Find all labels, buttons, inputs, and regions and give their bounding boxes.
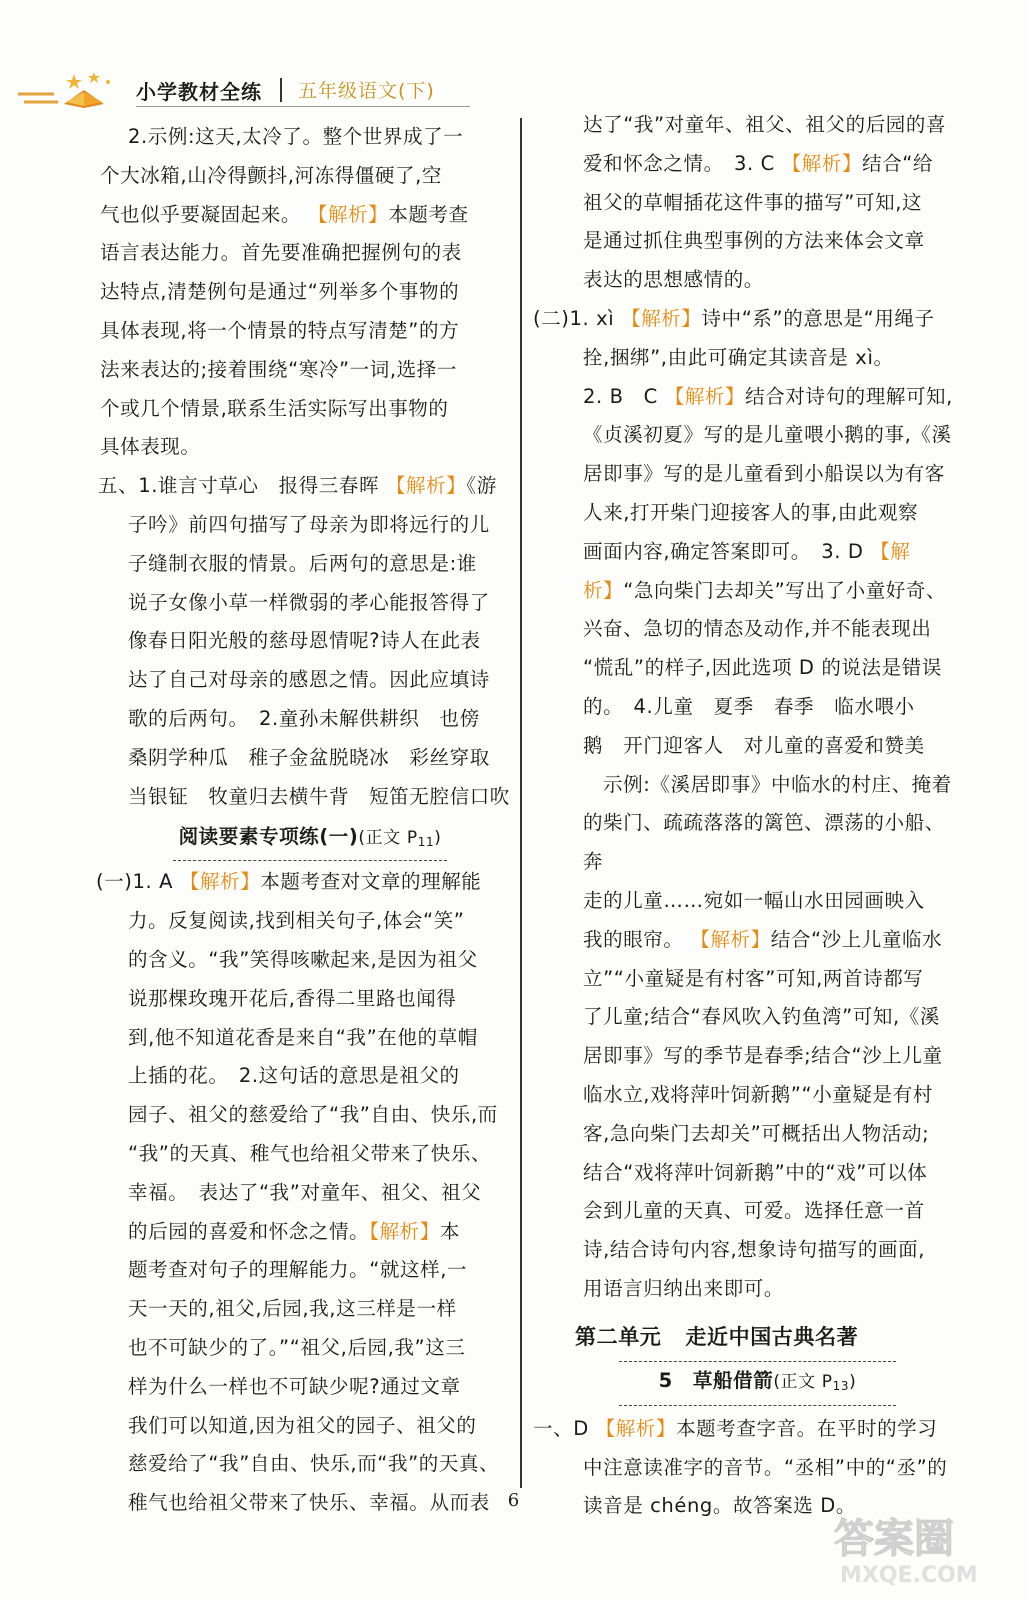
text-line: 用语言归纳出来即可。 — [583, 1276, 785, 1300]
text-line: 具体表现,将一个情景的特点写清楚”的方 — [100, 318, 460, 342]
text-line: 临水立,戏将萍叶饲新鹅”“小童疑是有村 — [583, 1082, 933, 1106]
watermark-main: 答案圈 — [834, 1516, 954, 1562]
text-line: 到,他不知道花香是来自“我”在他的草帽 — [128, 1025, 478, 1049]
analysis-tag: 【 解析 】 — [596, 1417, 676, 1440]
text-line: 《贞溪初夏》写的是儿童喂小鹅的事,《溪 — [583, 423, 952, 447]
analysis-tag-part: 析】 — [583, 578, 624, 602]
text-line: 达了自己对母亲的感恩之情。因此应填诗 — [128, 668, 490, 692]
unit-name: 走近中国古典名著 — [685, 1324, 859, 1349]
text-line: 达特点,清楚例句是通过“列举多个事物的 — [100, 280, 460, 304]
text-line: 像春日阳光般的慈母恩情呢?诗人在此表 — [128, 629, 481, 653]
text-line: 表达的思想感情的。 — [583, 268, 764, 292]
text-line: 说子女像小草一样微弱的孝心能报答得了 — [128, 590, 490, 614]
analysis-tag: 【 解析 】 — [180, 870, 260, 893]
text-line: 爱和怀念之情。 3. C 【 解析 】 结合“给 — [555, 145, 960, 184]
text-line: 祖父的草帽插花这件事的描写”可知,这 — [583, 190, 923, 214]
section-title: 阅读要素专项练(一) — [178, 825, 359, 849]
text-line: 拴,捆绑”,由此可确定其读音是 xì。 — [583, 345, 894, 369]
text-line: 当银钲 牧童归去横牛背 短笛无腔信口吹 — [128, 784, 510, 808]
analysis-tag: 【 解析 】 — [386, 474, 466, 497]
section-heading — [100, 818, 520, 861]
text-line: (二)1. xì 【 解析 】 诗中“系”的意思是“用绳子 — [533, 300, 960, 339]
brand-title: 小学教材全练 — [136, 80, 262, 104]
text-line: 居即事》写的是儿童看到小船误以为有客 — [583, 462, 945, 486]
book-logo-icon — [14, 68, 124, 112]
header-underline — [136, 106, 470, 107]
text-line: “慌乱”的样子,因此选项 D 的说法是错误 — [583, 656, 942, 680]
text-line: 题考查对句子的理解能力。“就这样,一 — [128, 1258, 468, 1282]
watermark-logo — [830, 1508, 1010, 1588]
text-line: 具体表现。 — [100, 435, 201, 459]
analysis-tag: 【 解析 】 — [369, 1220, 440, 1243]
text-line: 人来,打开柴门迎接客人的事,由此观察 — [583, 500, 919, 524]
text-line: 的后园的喜爱和怀念之情。【 解析 】 本 — [100, 1213, 520, 1252]
text-line: 兴奋、急切的情态及动作,并不能表现出 — [583, 617, 932, 641]
text-line: 客,急向柴门去却关”可概括出人物活动; — [583, 1121, 930, 1145]
text-line: 法来表达的;接着围绕“寒冷”一词,选择一 — [100, 357, 457, 381]
unit-heading — [575, 1317, 960, 1357]
text-line: 幸福。 表达了“我”对童年、祖父、祖父 — [128, 1180, 482, 1204]
text-line: 的。 4.儿童 夏季 春季 临水喂小 — [583, 694, 915, 718]
unit-number: 第二单元 — [575, 1324, 662, 1349]
text-line: 画面内容,确定答案即可。 3. D 【解 — [583, 539, 911, 563]
text-line: 园子、祖父的慈爱给了“我”自由、快乐,而 — [128, 1103, 498, 1127]
text-line: 的柴门、疏疏落落的篱笆、漂荡的小船、奔 — [583, 811, 945, 874]
analysis-tag: 【 解析 】 — [308, 203, 388, 226]
text-line: 慈爱给了“我”自由、快乐,而“我”的天真、 — [128, 1452, 500, 1476]
text-line: (一)1. A 【 解析 】 本题考查对文章的理解能 — [96, 863, 520, 902]
text-line: 个或几个情景,联系生活实际写出事物的 — [100, 396, 449, 420]
text-line: 桑阴学种瓜 稚子金盆脱晓冰 彩丝穿取 — [128, 745, 490, 769]
text-line: 稚气也给祖父带来了快乐、幸福。从而表 — [128, 1491, 490, 1515]
text-line: 一、D 【 解析 】 本题考查字音。在平时的学习 — [533, 1410, 960, 1449]
text-line: “我”的天真、稚气也给祖父带来了快乐、 — [128, 1141, 492, 1165]
analysis-tag: 【 解析 】 — [665, 385, 745, 408]
watermark-url: MXQE.COM — [840, 1563, 978, 1588]
text-line: 语言表达能力。首先要准确把握例句的表 — [100, 241, 462, 265]
text-line: 中注意读准字的音节。“丞相”中的“丞”的 — [583, 1455, 948, 1479]
text-line: 诗,结合诗句内容,想象诗句描写的画面, — [583, 1238, 925, 1262]
text-line: 示例:《溪居即事》中临水的村庄、掩着 — [603, 772, 952, 796]
text-line: 居即事》写的季节是春季;结合“沙上儿童 — [583, 1044, 943, 1068]
text-line: 2.示例:这天,太冷了。整个世界成了一 — [128, 125, 464, 148]
analysis-tag: 【 解析 】 — [621, 307, 701, 330]
lesson-title: 5 草船借箭 — [658, 1368, 774, 1392]
text-line: 我们可以知道,因为祖父的园子、祖父的 — [128, 1413, 477, 1437]
text-line: 也不可缺少的了。”“祖父,后园,我”这三 — [128, 1335, 466, 1359]
analysis-tag-part: 【解 — [870, 539, 911, 563]
text-line: 个大冰箱,山冷得颤抖,河冻得僵硬了,空 — [100, 163, 442, 187]
text-line: 气也似乎要凝固起来。 【 解析 】 本题考查 — [100, 196, 520, 235]
text-line: 五、1.谁言寸草心 报得三春晖 【 解析 】 《游 — [98, 467, 520, 506]
text-line: 立”“小童疑是有村客”可知,两首诗都写 — [583, 966, 924, 990]
text-line: 上插的花。 2.这句话的意思是祖父的 — [128, 1064, 460, 1088]
text-line: 我的眼帘。 【 解析 】 结合“沙上儿童临水 — [555, 921, 960, 960]
text-line: 结合“戏将萍叶饲新鹅”中的“戏”可以体 — [583, 1160, 928, 1184]
text-line: 的含义。“我”笑得咳嗽起来,是因为祖父 — [128, 947, 478, 971]
text-line: 天一天的,祖父,后园,我,这三样是一样 — [128, 1297, 457, 1321]
text-line: 子缝制衣服的情景。后两句的意思是:谁 — [128, 551, 477, 575]
text-line: 鹅 开门迎客人 对儿童的喜爱和赞美 — [583, 733, 925, 757]
page-header — [10, 60, 480, 120]
text-line: 是通过抓住典型事例的方法来体会文章 — [583, 229, 925, 253]
page-reference: (正文 $P_{13}$) — [773, 1371, 857, 1393]
page-reference: (正文 $P_{11}$) — [358, 828, 442, 850]
lesson-heading — [555, 1361, 960, 1406]
right-column — [533, 106, 960, 1526]
book-subtitle: 五年级语文(下) — [298, 80, 435, 102]
text-line: 会到儿童的天真、可爱。选择任意一首 — [583, 1199, 925, 1223]
column-divider — [520, 118, 522, 1488]
analysis-tag: 【 解析 】 — [782, 152, 862, 175]
text-line: 子吟》前四句描写了母亲为即将远行的儿 — [128, 512, 490, 536]
text-line: 说那棵玫瑰开花后,香得二里路也闻得 — [128, 986, 457, 1010]
page-number: 6 — [507, 1490, 520, 1511]
left-column — [96, 118, 520, 1523]
text-line: 析】“急向柴门去却关”写出了小童好奇、 — [583, 578, 947, 602]
text-line: 样为什么一样也不可缺少呢?通过文章 — [128, 1374, 461, 1398]
text-line: 2. B C 【 解析 】 结合对诗句的理解可知, — [555, 378, 960, 417]
text-line: 了儿童;结合“春风吹入钓鱼湾”可知,《溪 — [583, 1005, 940, 1029]
text-line: 走的儿童……宛如一幅山水田园画映入 — [583, 888, 925, 912]
analysis-tag: 【 解析 】 — [690, 928, 770, 951]
text-line: 读音是 chéng。故答案选 D。 — [583, 1494, 856, 1518]
text-line: 歌的后两句。 2.童孙未解供耕织 也傍 — [128, 706, 480, 730]
header-separator — [280, 78, 282, 102]
text-line: 达了“我”对童年、祖父、祖父的后园的喜 — [583, 113, 947, 136]
text-line: 力。反复阅读,找到相关句子,体会“笑” — [128, 909, 465, 933]
